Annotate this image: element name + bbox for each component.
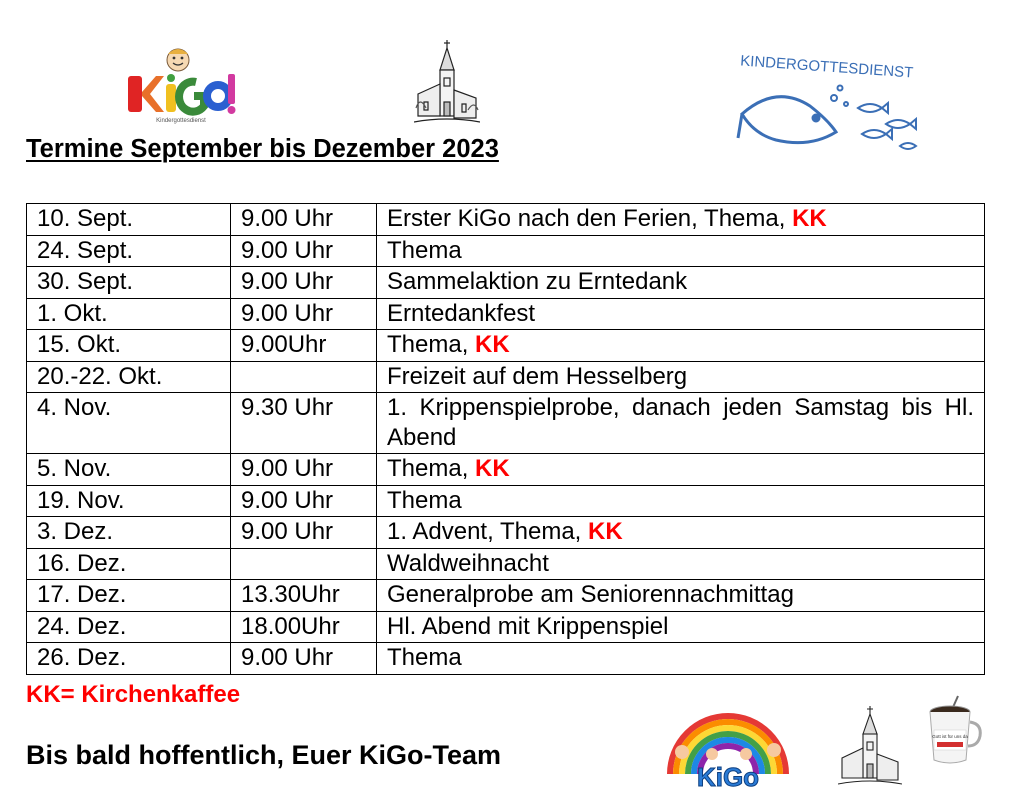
schedule-row xyxy=(27,267,985,299)
schedule-description-cell xyxy=(377,517,985,549)
schedule-description: 1. Krippenspielprobe, danach jeden Samstag bis Hl. Abend xyxy=(387,394,974,451)
schedule-description-cell xyxy=(377,454,985,486)
schedule-date: 10. Sept. xyxy=(27,204,231,236)
schedule-time: 9.30 Uhr xyxy=(231,393,377,454)
schedule-date: 4. Nov. xyxy=(27,393,231,454)
schedule-row xyxy=(27,204,985,236)
kirchenkaffee-marker: KK xyxy=(588,518,623,545)
schedule-time: 13.30Uhr xyxy=(231,580,377,612)
schedule-description-cell xyxy=(377,204,985,236)
kirchenkaffee-marker: KK xyxy=(475,455,510,482)
schedule-row xyxy=(27,611,985,643)
schedule-row xyxy=(27,517,985,549)
schedule-date: 24. Sept. xyxy=(27,235,231,267)
schedule-time: 9.00 Uhr xyxy=(231,267,377,299)
church-sketch-bottom-icon xyxy=(838,704,902,788)
schedule-date: 17. Dez. xyxy=(27,580,231,612)
schedule-description-cell xyxy=(377,611,985,643)
schedule-time xyxy=(231,361,377,393)
schedule-description: Freizeit auf dem Hesselberg xyxy=(387,362,688,390)
schedule-time: 9.00Uhr xyxy=(231,330,377,362)
schedule-row xyxy=(27,548,985,580)
coffee-cup-icon xyxy=(924,694,984,766)
schedule-time: 9.00 Uhr xyxy=(231,235,377,267)
schedule-description: 1. Advent, Thema, xyxy=(387,518,589,545)
schedule-time: 9.00 Uhr xyxy=(231,517,377,549)
rainbow-logo-text: KiGo xyxy=(696,762,760,792)
schedule-description: Hl. Abend mit Krippenspiel xyxy=(387,612,669,640)
schedule-description: Thema xyxy=(387,486,462,514)
schedule-date: 24. Dez. xyxy=(27,611,231,643)
kirchenkaffee-marker: KK xyxy=(475,331,510,358)
church-sketch-icon xyxy=(414,38,480,126)
kgd-logo-text: KINDERGOTTESDIENST xyxy=(739,52,914,82)
schedule-date: 30. Sept. xyxy=(27,267,231,299)
schedule-row xyxy=(27,393,985,454)
schedule-description-cell xyxy=(377,393,985,454)
schedule-description: Erster KiGo nach den Ferien, Thema, xyxy=(387,205,793,232)
schedule-time: 9.00 Uhr xyxy=(231,454,377,486)
schedule-description: Waldweihnacht xyxy=(387,549,549,577)
schedule-description-cell xyxy=(377,580,985,612)
schedule-description-cell xyxy=(377,361,985,393)
schedule-date: 3. Dez. xyxy=(27,517,231,549)
cup-label-text: Gott ist für uns da xyxy=(932,734,968,739)
rainbow-kigo-logo xyxy=(660,696,796,792)
schedule-description: Thema xyxy=(387,644,462,671)
schedule-date: 15. Okt. xyxy=(27,330,231,362)
schedule-time: 9.00 Uhr xyxy=(231,643,377,675)
kk-legend: KK= Kirchenkaffee xyxy=(26,681,241,708)
schedule-table xyxy=(26,203,985,675)
schedule-description-cell xyxy=(377,643,985,675)
schedule-time: 9.00 Uhr xyxy=(231,298,377,330)
schedule-row xyxy=(27,643,985,675)
closing-greeting: Bis bald hoffentlich, Euer KiGo-Team xyxy=(26,740,502,770)
schedule-date: 19. Nov. xyxy=(27,485,231,517)
schedule-date: 16. Dez. xyxy=(27,548,231,580)
schedule-description: Sammelaktion zu Erntedank xyxy=(387,268,688,295)
schedule-row xyxy=(27,330,985,362)
schedule-description-cell xyxy=(377,298,985,330)
page-title: Termine September bis Dezember 2023 xyxy=(26,135,499,163)
schedule-row xyxy=(27,454,985,486)
schedule-description: Thema, xyxy=(387,331,476,358)
kigo-logo-subtitle: Kindergottesdienst xyxy=(156,118,206,124)
schedule-row xyxy=(27,235,985,267)
schedule-time: 18.00Uhr xyxy=(231,611,377,643)
schedule-time xyxy=(231,548,377,580)
schedule-description-cell xyxy=(377,485,985,517)
kirchenkaffee-marker: KK xyxy=(792,205,827,232)
schedule-description: Erntedankfest xyxy=(387,299,536,327)
schedule-description: Thema, xyxy=(387,455,476,482)
schedule-row xyxy=(27,361,985,393)
schedule-time: 9.00 Uhr xyxy=(231,485,377,517)
schedule-date: 5. Nov. xyxy=(27,454,231,486)
schedule-date: 20.-22. Okt. xyxy=(27,361,231,393)
schedule-description-cell xyxy=(377,330,985,362)
schedule-description-cell xyxy=(377,267,985,299)
schedule-description: Generalprobe am Seniorennachmittag xyxy=(387,581,794,608)
schedule-description-cell xyxy=(377,548,985,580)
schedule-description-cell xyxy=(377,235,985,267)
schedule-row xyxy=(27,485,985,517)
schedule-date: 26. Dez. xyxy=(27,643,231,675)
kigo-logo xyxy=(126,46,236,124)
schedule-row xyxy=(27,298,985,330)
schedule-body xyxy=(27,204,985,675)
schedule-date: 1. Okt. xyxy=(27,298,231,330)
schedule-row xyxy=(27,580,985,612)
schedule-time: 9.00 Uhr xyxy=(231,204,377,236)
schedule-description: Thema xyxy=(387,236,462,264)
kindergottesdienst-fish-logo xyxy=(736,48,932,158)
